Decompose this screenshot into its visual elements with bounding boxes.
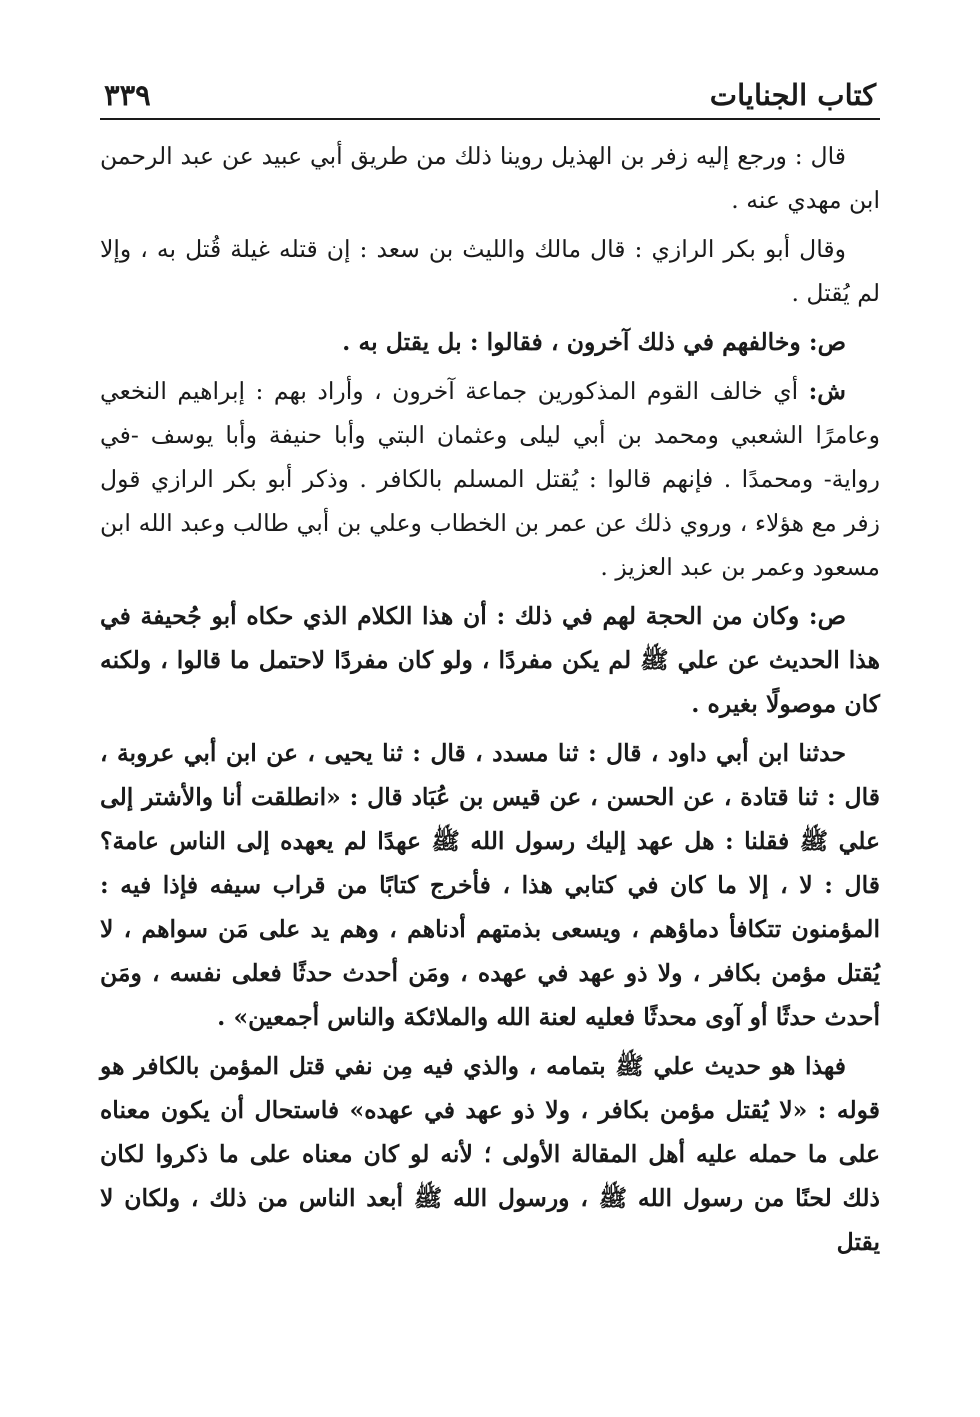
- paragraph-text: وخالفهم في ذلك آخرون ، فقالوا : بل يقتل به .: [342, 328, 809, 356]
- hadith-paragraph: [100, 731, 880, 1039]
- matn-label: ص:: [808, 328, 846, 356]
- book-page: [100, 60, 880, 1269]
- paragraph: [100, 1044, 880, 1264]
- running-title: كتاب الجنايات: [709, 78, 876, 112]
- page-body: [100, 120, 880, 1264]
- matn-paragraph: [100, 594, 880, 726]
- page-number: ٣٣٩: [104, 78, 151, 112]
- paragraph-text: فهذا هو حديث علي ﷺ بتمامه ، والذي فيه مِن نفي قتل المؤمن بالكافر هو قوله : «لا يُقتل مؤمن بكافر ، ولا ذو عهد في عهده» فاستحال أن يكون معناه على ما حمله عليه أهل المقالة الأولى ؛ لأنه لو كان معناه على ما ذكروا لكان ذلك لحنًا من رسول الله ﷺ ، ورسول الله ﷺ أبعد الناس من ذلك ، ولكان لا يقتل: [100, 1052, 880, 1256]
- matn-paragraph: [100, 320, 880, 364]
- matn-label: ص:: [808, 602, 846, 630]
- sharh-label: ش:: [808, 377, 846, 405]
- paragraph-text: قال : ورجع إليه زفر بن الهذيل روينا ذلك من طريق أبي عبيد عن عبد الرحمن ابن مهدي عنه .: [100, 142, 880, 214]
- paragraph-text: وكان من الحجة لهم في ذلك : أن هذا الكلام الذي حكاه أبو جُحيفة في هذا الحديث عن علي ﷺ لم يكن مفردًا ، ولو كان مفردًا لاحتمل ما قالوا ، ولكنه كان موصولًا بغيره .: [100, 602, 880, 718]
- paragraph-text: وقال أبو بكر الرازي : قال مالك والليث بن سعد : إن قتله غيلة قُتل به ، وإلا لم يُقتل .: [100, 235, 880, 307]
- paragraph-text: حدثنا ابن أبي داود ، قال : ثنا مسدد ، قال : ثنا يحيى ، عن ابن أبي عروبة ، قال : ثنا قتادة ، عن الحسن ، عن قيس بن عُبَاد قال : «انطلقت أنا والأشتر إلى علي ﷺ فقلنا : هل عهد إليك رسول الله ﷺ عهدًا لم يعهده إلى الناس عامة؟ قال : لا ، إلا ما كان في كتابي هذا ، فأخرج كتابًا من قراب سيفه فإذا فيه : المؤمنون تتكافأ دماؤهم ، ويسعى بذمتهم أدناهم ، وهم يد على مَن سواهم ، لا يُقتل مؤمن بكافر ، ولا ذو عهد في عهده ، ومَن أحدث حدثًا فعلى نفسه ، ومَن أحدث حدثًا أو آوى محدثًا فعليه لعنة الله والملائكة والناس أجمعين» .: [100, 739, 881, 1031]
- paragraph-text: أي خالف القوم المذكورين جماعة آخرون ، وأراد بهم : إبراهيم النخعي وعامرًا الشعبي ومحمد بن أبي ليلى وعثمان البتي وأبا حنيفة وأبا يوسف -في رواية- ومحمدًا . فإنهم قالوا : يُقتل المسلم بالكافر . وذكر أبو بكر الرازي قول زفر مع هؤلاء ، وروي ذلك عن عمر بن الخطاب وعلي بن أبي طالب وعبد الله ابن مسعود وعمر بن عبد العزيز .: [100, 377, 880, 581]
- paragraph: [100, 227, 880, 315]
- paragraph: [100, 134, 880, 222]
- page-header: [100, 60, 880, 120]
- sharh-paragraph: [100, 369, 880, 589]
